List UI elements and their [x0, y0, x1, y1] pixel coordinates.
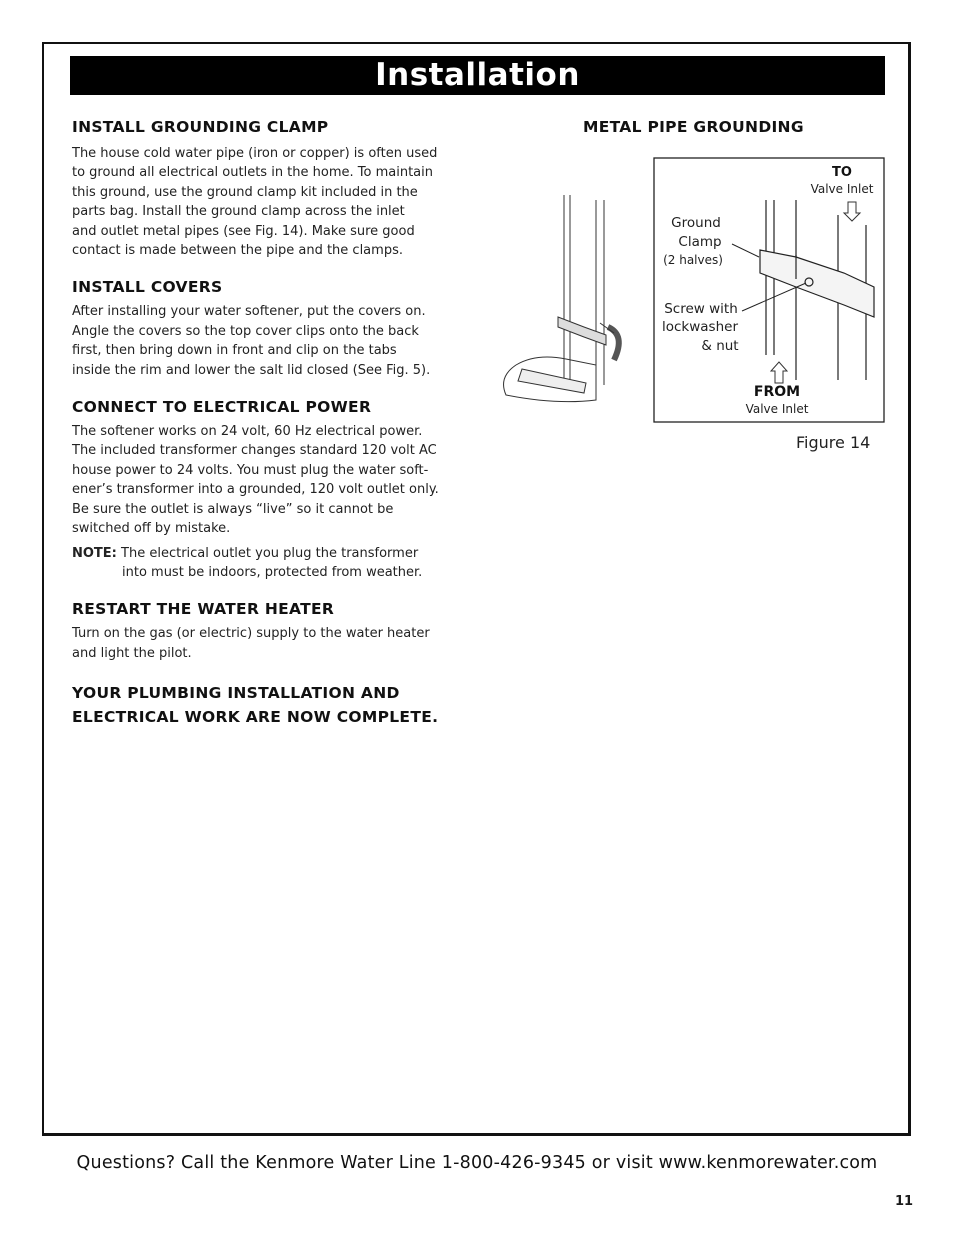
text-line: Turn on the gas (or electric) supply to the water heater: [72, 626, 430, 642]
page-number: 11: [895, 1194, 914, 1209]
text-line: The softener works on 24 volt, 60 Hz electrical power.: [72, 424, 423, 440]
paragraph: [72, 302, 467, 380]
text-line: After installing your water softener, put the covers on.: [72, 304, 426, 320]
section-heading: RESTART THE WATER HEATER: [72, 600, 335, 619]
text-line: and light the pilot.: [72, 645, 192, 661]
note: [72, 544, 467, 583]
text-line: this ground, use the ground clamp kit included in the: [72, 184, 418, 200]
to-label: TO: [832, 165, 852, 180]
softener-overview-illustration: [504, 195, 619, 402]
text-line: The included transformer changes standard 120 volt AC: [72, 443, 437, 459]
note-label: NOTE:: [72, 545, 117, 561]
page-title: Installation: [70, 56, 885, 95]
text-line: switched off by mistake.: [72, 521, 231, 537]
text-line: inside the rim and lower the salt lid closed (See Fig. 5).: [72, 362, 431, 378]
note-text: The electrical outlet you plug the transformer: [121, 545, 419, 561]
figure-heading: METAL PIPE GROUNDING: [583, 118, 804, 136]
figure-caption: Figure 14: [796, 433, 871, 452]
text-line: and outlet metal pipes (see Fig. 14). Make sure good: [72, 223, 415, 239]
text-line: Angle the covers so the top cover clips onto the back: [72, 323, 419, 339]
section-electrical: [72, 398, 467, 582]
note-text: into must be indoors, protected from weather.: [122, 564, 423, 580]
left-column: [72, 118, 467, 729]
paragraph: [72, 144, 467, 260]
clamp-label-1: Ground: [671, 215, 721, 231]
section-water-heater: [72, 600, 467, 663]
footer-text: Questions? Call the Kenmore Water Line 1-800-426-9345 or visit www.kenmorewater.com: [76, 1153, 878, 1173]
text-line: to ground all electrical outlets in the home. To maintain: [72, 165, 433, 181]
text-line: ener’s transformer into a grounded, 120 volt outlet only.: [72, 482, 439, 498]
text-line: contact is made between the pipe and the clamps.: [72, 243, 403, 259]
from-label: FROM: [753, 384, 801, 400]
text-line: The house cold water pipe (iron or copper) is often used: [72, 146, 438, 161]
text-line: YOUR PLUMBING INSTALLATION AND: [72, 684, 400, 703]
section-complete: [72, 681, 467, 729]
section-grounding-clamp: [72, 118, 467, 260]
section-covers: [72, 278, 467, 380]
section-heading: INSTALL GROUNDING CLAMP: [72, 118, 329, 136]
text-line: ELECTRICAL WORK ARE NOW COMPLETE.: [72, 708, 439, 727]
section-heading: CONNECT TO ELECTRICAL POWER: [72, 398, 372, 417]
text-line: parts bag. Install the ground clamp across the inlet: [72, 204, 405, 220]
section-heading: INSTALL COVERS: [72, 278, 223, 297]
screw-label-1: Screw with: [664, 301, 738, 317]
paragraph: [72, 624, 467, 663]
text-line: first, then bring down in front and clip on the tabs: [72, 343, 397, 359]
text-line: Be sure the outlet is always “live” so it cannot be: [72, 501, 394, 517]
screw-label-2: lockwasher: [661, 319, 739, 335]
to-sub-label: Valve Inlet: [810, 182, 874, 196]
clamp-label-2: Clamp: [678, 234, 722, 250]
text-line: house power to 24 volts. You must plug the water soft-: [72, 462, 429, 478]
pipe-grounding-diagram: [496, 155, 888, 427]
screw-label-3: & nut: [701, 338, 739, 354]
from-sub-label: Valve Inlet: [745, 402, 809, 416]
paragraph: [72, 422, 467, 538]
clamp-label-3: (2 halves): [663, 253, 723, 267]
completion-heading: [72, 681, 467, 729]
